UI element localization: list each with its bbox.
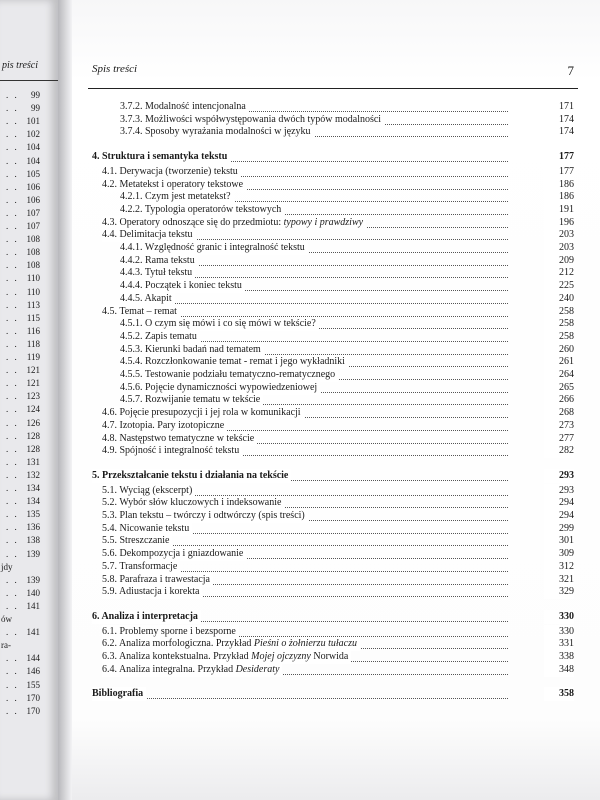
left-page-leader: . .	[6, 155, 19, 166]
toc-page-number: 191	[544, 203, 574, 217]
toc-entry-text: 4.7. Izotopia. Pary izotopiczne	[102, 419, 225, 431]
toc-entry-text: 5.5. Streszczanie	[102, 535, 170, 547]
toc-page-number: 293	[544, 484, 574, 498]
toc-entry-text: 4.4.2. Rama tekstu	[120, 254, 195, 266]
left-page-leader: . .	[6, 273, 19, 284]
toc-page-number: 293	[544, 469, 574, 483]
left-page-row-page: 101	[26, 116, 40, 127]
toc-entry-text: 4.5.3. Kierunki badań nad tematem	[120, 343, 261, 355]
left-page-leader: . .	[6, 299, 19, 310]
toc-page-number: 338	[544, 650, 574, 664]
left-page-leader: . .	[6, 286, 19, 297]
left-page-leader: . .	[6, 404, 19, 415]
toc-entry-text: 6.2. Analiza morfologiczna. Przykład	[102, 638, 254, 650]
toc-page-number: 258	[544, 330, 574, 344]
toc-entry-text: 6.4. Analiza integralna. Przykład	[102, 663, 236, 675]
toc-page-number: 301	[544, 534, 574, 548]
toc-entry-text: 6.1. Problemy sporne i bezsporne	[102, 625, 236, 637]
left-page-row-text: ra-	[1, 640, 11, 651]
left-page-row-page: 141	[26, 600, 40, 611]
right-page	[72, 0, 600, 800]
toc-page-number: 268	[544, 406, 574, 420]
toc-entry-italic-title: Desideraty	[235, 663, 280, 675]
toc-entry-text: 5.4. Nicowanie tekstu	[102, 522, 190, 534]
toc-entry-text: 4.4.1. Względność granic i integralność tekstu	[120, 242, 305, 253]
left-page-leader: . .	[6, 247, 19, 258]
toc-entry-title	[102, 663, 282, 677]
toc-entry-text: 4. Struktura i semantyka tekstu	[92, 151, 228, 163]
left-page-leader: . .	[6, 587, 19, 598]
left-page-leader: . .	[6, 509, 19, 520]
left-page-leader: . .	[6, 312, 19, 323]
left-page-header-rule	[0, 80, 58, 81]
toc-entry-text: 6. Analiza i interpretacja	[92, 610, 198, 622]
toc-page-number: 186	[544, 178, 574, 192]
left-page-row-page: 102	[26, 129, 40, 140]
toc-entry-text: 4.2. Metatekst i operatory tekstowe	[102, 178, 244, 190]
left-page-row-page: 141	[26, 627, 40, 638]
toc-entry-text: 4.3. Operatory odnoszące się do przedmiotu:	[102, 216, 284, 228]
left-page-row-text: ów	[1, 614, 12, 624]
toc-entry-text: 4.5.1. O czym się mówi i co się mówi w tekście?	[120, 318, 316, 330]
left-page-row-page: 128	[26, 430, 40, 441]
left-page-leader: . .	[6, 666, 19, 677]
left-page-leader: . .	[6, 679, 19, 690]
left-page-leader: . .	[6, 705, 19, 716]
toc-page-number: 299	[544, 522, 574, 536]
left-page-leader: . .	[6, 469, 19, 480]
left-page-row-page: 113	[26, 299, 40, 310]
left-page-row-page: 136	[26, 522, 40, 533]
running-header: Spis treści	[92, 63, 138, 75]
left-page-leader: . .	[6, 221, 19, 231]
toc-page-number: 261	[544, 355, 574, 369]
left-page-row-page: 108	[26, 234, 40, 245]
toc-page-number: 294	[544, 509, 574, 523]
left-page-leader: . .	[6, 207, 19, 218]
left-page-row-page: 124	[26, 404, 40, 415]
toc-entry-text: 3.7.2. Modalność intencjonalna	[120, 101, 246, 112]
left-page-row-page: 144	[26, 653, 40, 664]
toc-entry-text: 4.4. Delimitacja tekstu	[102, 229, 193, 241]
toc-page-number: 258	[544, 317, 574, 331]
left-page-row-page: 132	[26, 469, 40, 480]
toc-page-number: 294	[544, 496, 574, 510]
left-page-row-page: 110	[26, 286, 40, 297]
toc-entry-text: 4.8. Następstwo tematyczne w tekście	[102, 432, 255, 444]
toc-entry-text: 4.4.5. Akapit	[120, 292, 172, 304]
toc-page-number: 309	[544, 547, 574, 561]
toc-chapter	[72, 469, 600, 483]
toc-page-number: 330	[544, 625, 574, 639]
left-page-leader: . .	[6, 522, 19, 533]
left-page-row-page: 139	[26, 574, 40, 585]
left-page-leader: . .	[6, 443, 19, 454]
left-page-row-page: 135	[26, 509, 40, 520]
left-page-leader: . .	[6, 338, 19, 349]
toc-entry-text: 5. Przekształcanie tekstu i działania na tekście	[92, 469, 289, 481]
toc-entry	[72, 663, 600, 677]
toc-entry-text-tail: Norwida	[310, 651, 349, 662]
toc-chapter	[72, 687, 600, 701]
left-page-leader: . .	[6, 325, 19, 336]
toc-entry-text: 4.5.6. Pojęcie dynamiczności wypowiedzeniowej	[120, 381, 318, 393]
header-rule	[88, 88, 578, 89]
toc-page-number: 203	[544, 228, 574, 242]
toc-entry-text: 4.5.2. Zapis tematu	[120, 330, 197, 342]
toc-entry-text: 4.2.1. Czym jest metatekst?	[120, 191, 231, 203]
toc-chapter	[72, 610, 600, 624]
toc-page-number: 177	[544, 165, 574, 179]
toc-entry-text: 4.6. Pojęcie presupozycji i jej rola w komunikacji	[102, 407, 301, 419]
toc-entry-text: 3.7.4. Sposoby wyrażania modalności w języku	[120, 126, 311, 138]
toc-page-number: 258	[544, 305, 574, 319]
toc-page-number: 212	[544, 266, 574, 280]
toc-entry-text: 3.7.3. Możliwości współwystępowania dwóch typów modalności	[120, 113, 382, 125]
toc-page-number: 177	[544, 150, 574, 164]
left-page-leader: . .	[6, 627, 19, 638]
left-page-leader: . .	[6, 103, 19, 114]
left-page-leader: . .	[6, 391, 19, 402]
left-page-row-page: 118	[26, 338, 40, 349]
left-page-leader: . .	[6, 600, 19, 611]
left-page-row-page: 170	[26, 692, 40, 703]
left-page-row-page: 119	[26, 352, 40, 362]
toc-page-number: 312	[544, 560, 574, 574]
left-page-row-page: 139	[26, 548, 40, 559]
left-page-leader: . .	[6, 430, 19, 441]
toc-page-number: 358	[544, 687, 574, 701]
left-page-leader: . .	[6, 168, 19, 179]
left-page-row-page: 110	[26, 273, 40, 284]
toc-page-number: 265	[544, 381, 574, 395]
left-page-leader: . .	[6, 574, 19, 585]
toc-page-number: 196	[544, 216, 574, 230]
toc-page-number: 331	[544, 637, 574, 651]
left-page-row-page: 121	[26, 378, 40, 389]
toc-entry-title	[92, 687, 146, 701]
left-page-row-page: 108	[26, 260, 40, 271]
left-page-row-text: jdy	[1, 561, 13, 572]
left-page-leader: . .	[6, 234, 19, 245]
toc-entry-text: 4.5.7. Rozwijanie tematu w tekście	[120, 394, 261, 406]
toc-entry-text: 5.6. Dekompozycja i gniazdowanie	[102, 548, 244, 560]
left-page-row-page: 105	[26, 168, 40, 179]
toc-entry-italic-title: Mojej ojczyzny	[251, 651, 311, 662]
toc-page-number: 321	[544, 573, 574, 587]
toc-entry-text: 4.5.4. Rozczłonkowanie temat - remat i jego wykładniki	[120, 356, 345, 368]
left-page-row-page: 99	[31, 103, 40, 114]
left-page-leader: . .	[6, 653, 19, 664]
toc-page-number: 174	[544, 125, 574, 139]
toc-entry-text: 5.8. Parafraza i trawestacja	[102, 573, 210, 585]
left-page-leader: . .	[6, 365, 19, 376]
left-page-row-page: 134	[26, 496, 40, 507]
left-page-row-page: 126	[26, 417, 40, 428]
left-page-leader: . .	[6, 692, 19, 703]
toc-entry-text: 4.1. Derywacja (tworzenie) tekstu	[102, 165, 238, 177]
left-page-row-page: 134	[26, 483, 40, 493]
toc-page-number: 186	[544, 190, 574, 204]
toc-chapter	[72, 150, 600, 164]
left-page-row-page: 140	[26, 587, 40, 598]
toc-entry-title	[92, 150, 230, 164]
toc-entry-title	[92, 469, 291, 483]
left-page-row-page: 104	[26, 142, 40, 153]
left-page-row-page: 107	[26, 207, 40, 218]
left-page-leader: . .	[6, 181, 19, 192]
left-page-row-page: 116	[26, 325, 40, 336]
toc-page-number: 240	[544, 292, 574, 306]
toc-dot-leader	[130, 295, 508, 304]
toc-entry-text: 4.4.3. Tytuł tekstu	[120, 267, 193, 279]
toc-entry-text: Bibliografia	[92, 688, 144, 700]
left-page-row-page: 115	[26, 312, 40, 323]
toc-page-number: 260	[544, 343, 574, 357]
toc-entry	[72, 444, 600, 458]
toc-entry	[72, 585, 600, 599]
left-page-row-page: 107	[26, 221, 40, 231]
toc-page-number: 209	[544, 254, 574, 268]
toc-page-number: 171	[544, 100, 574, 114]
left-page-row-page: 155	[26, 679, 40, 690]
left-page-row-page: 99	[31, 90, 40, 100]
left-page-row-page: 128	[26, 443, 40, 454]
left-page-leader: . .	[6, 456, 19, 467]
toc-entry-text: 5.2. Wybór słów kluczowych i indeksowanie	[102, 497, 282, 509]
left-page-header: pis treści	[2, 60, 39, 71]
toc-entry-title	[120, 125, 314, 139]
page-number: 7	[567, 63, 574, 78]
toc-entry-text: 4.9. Spójność i integralność tekstu	[102, 445, 240, 457]
left-page-leader: . .	[6, 378, 19, 389]
left-page-row-page: 170	[26, 705, 40, 716]
toc-page-number: 203	[544, 241, 574, 255]
left-page-row-page: 131	[26, 456, 40, 467]
toc-page-number: 266	[544, 393, 574, 407]
toc-entry-title	[102, 444, 242, 458]
toc-page-number: 330	[544, 610, 574, 624]
left-page-leader: . .	[6, 194, 19, 205]
left-page	[0, 0, 58, 800]
toc-entry-text: 5.7. Transformacje	[102, 560, 178, 572]
toc-entry-title	[92, 610, 201, 624]
toc-entry-text: 5.3. Plan tekstu – twórczy i odtwórczy (spis treści)	[102, 510, 305, 521]
toc-entry-text: 4.5. Temat – remat	[102, 305, 177, 317]
toc-page-number: 348	[544, 663, 574, 677]
left-page-row-page: 138	[26, 535, 40, 546]
left-page-leader: . .	[6, 116, 19, 127]
toc-entry-text: 4.5.5. Testowanie podziału tematyczno-rematycznego	[120, 369, 336, 380]
left-page-leader: . .	[6, 496, 19, 507]
left-page-row-page: 106	[26, 181, 40, 192]
toc-page-number: 329	[544, 585, 574, 599]
left-page-row-page: 108	[26, 247, 40, 258]
toc-entry-text: 4.4.4. Początek i koniec tekstu	[120, 280, 242, 292]
toc-page-number: 273	[544, 419, 574, 433]
toc-entry-text: 5.9. Adiustacja i korekta	[102, 586, 200, 598]
left-page-leader: . .	[6, 129, 19, 140]
toc-entry-italic-title: Pieśni o żołnierzu tułaczu	[253, 638, 357, 650]
left-page-row-page: 123	[26, 391, 40, 402]
left-page-row-page: 106	[26, 194, 40, 205]
left-page-leader: . .	[6, 142, 19, 153]
toc-page-number: 174	[544, 113, 574, 127]
left-page-leader: . .	[6, 535, 19, 546]
toc-dot-leader	[102, 690, 508, 699]
left-page-row-page: 104	[26, 155, 40, 166]
left-page-leader: . .	[6, 417, 19, 428]
left-page-leader: . .	[6, 90, 19, 100]
left-page-leader: . .	[6, 483, 19, 493]
left-page-row-page: 121	[26, 365, 40, 376]
toc-entry-italic-title: typowy i prawdziwy	[283, 216, 364, 228]
left-page-leader: . .	[6, 352, 19, 362]
book-spine	[58, 0, 72, 800]
left-page-leader: . .	[6, 260, 19, 271]
toc-page-number: 282	[544, 444, 574, 458]
toc-entry-text: 5.1. Wyciąg (ekscerpt)	[102, 484, 193, 496]
toc-page-number: 264	[544, 368, 574, 382]
toc-entry-text: 6.3. Analiza kontekstualna. Przykład	[102, 651, 252, 662]
toc-page-number: 277	[544, 432, 574, 446]
toc-entry-title	[102, 585, 202, 599]
toc-page-number: 225	[544, 279, 574, 293]
toc-entry-text: 4.2.2. Typologia operatorów tekstowych	[120, 203, 282, 215]
left-page-leader: . .	[6, 548, 19, 559]
left-page-row-page: 146	[26, 666, 40, 677]
toc-entry	[72, 125, 600, 139]
